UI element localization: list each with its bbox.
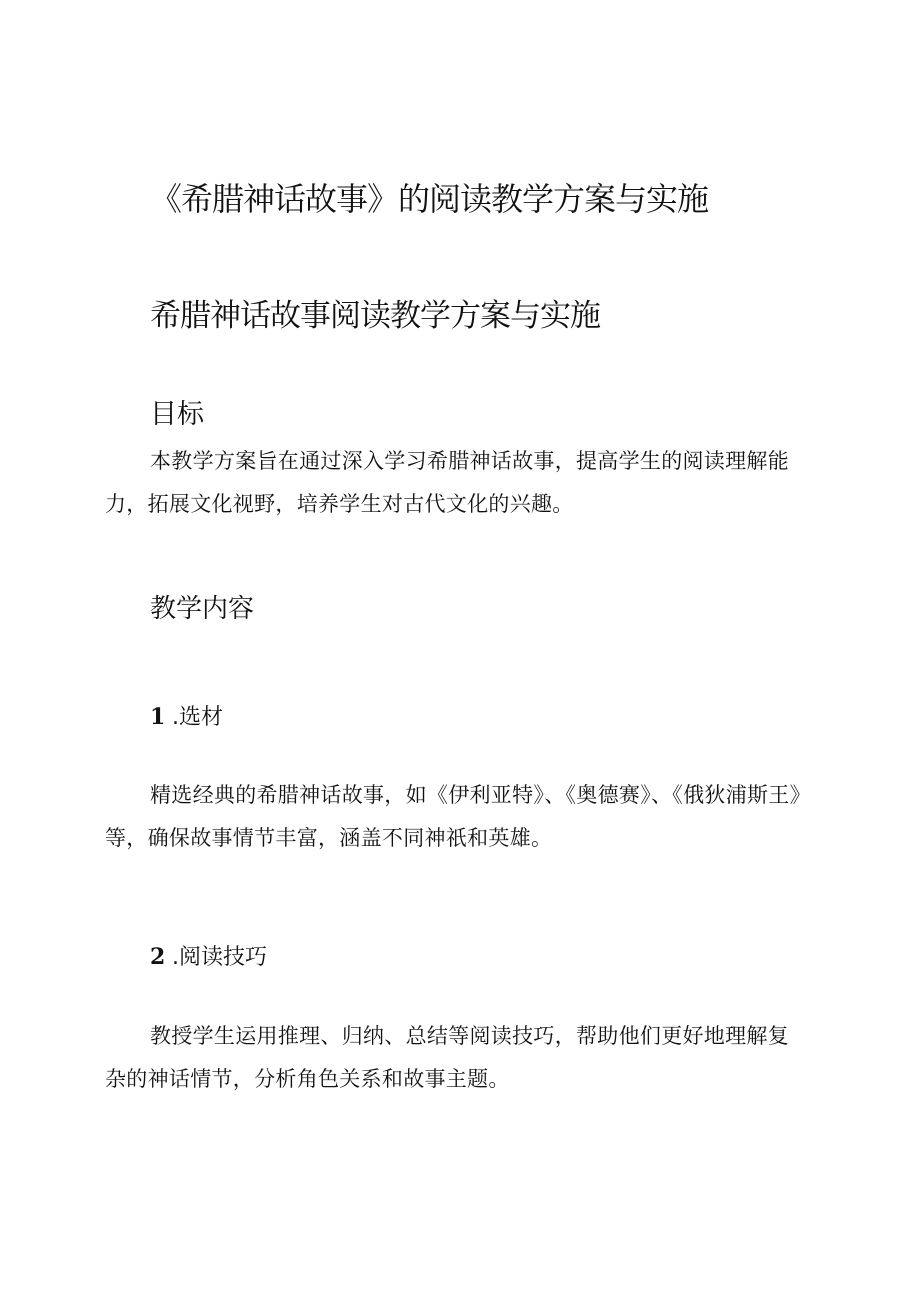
content-item-1-number: 1	[150, 704, 166, 730]
document-title: 《希腊神话故事》的阅读教学方案与实施	[150, 180, 709, 218]
content-item-2-number: 2	[150, 944, 166, 970]
document-subtitle: 希腊神话故事阅读教学方案与实施	[150, 298, 600, 334]
content-item-1-paragraph: 精选经典的希腊神话故事，如《伊利亚特》、《奥德赛》、《俄狄浦斯王》等，确保故事情节丰富，涵盖不同神祇和英雄。	[105, 783, 801, 850]
content-item-2-title: .阅读技巧	[172, 945, 267, 970]
content-item-2-paragraph: 教授学生运用推理、归纳、总结等阅读技巧，帮助他们更好地理解复杂的神话情节，分析角色关系和故事主题。	[105, 1024, 789, 1091]
content-item-2-heading	[150, 940, 267, 971]
content-item-1-heading	[150, 700, 223, 731]
section-heading-goal: 目标	[150, 399, 204, 430]
goal-paragraph: 本教学方案旨在通过深入学习希腊神话故事，提高学生的阅读理解能力，拓展文化视野，培养学生对古代文化的兴趣。	[105, 449, 789, 516]
section-heading-content: 教学内容	[150, 594, 255, 624]
content-item-1-title: .选材	[172, 705, 223, 730]
